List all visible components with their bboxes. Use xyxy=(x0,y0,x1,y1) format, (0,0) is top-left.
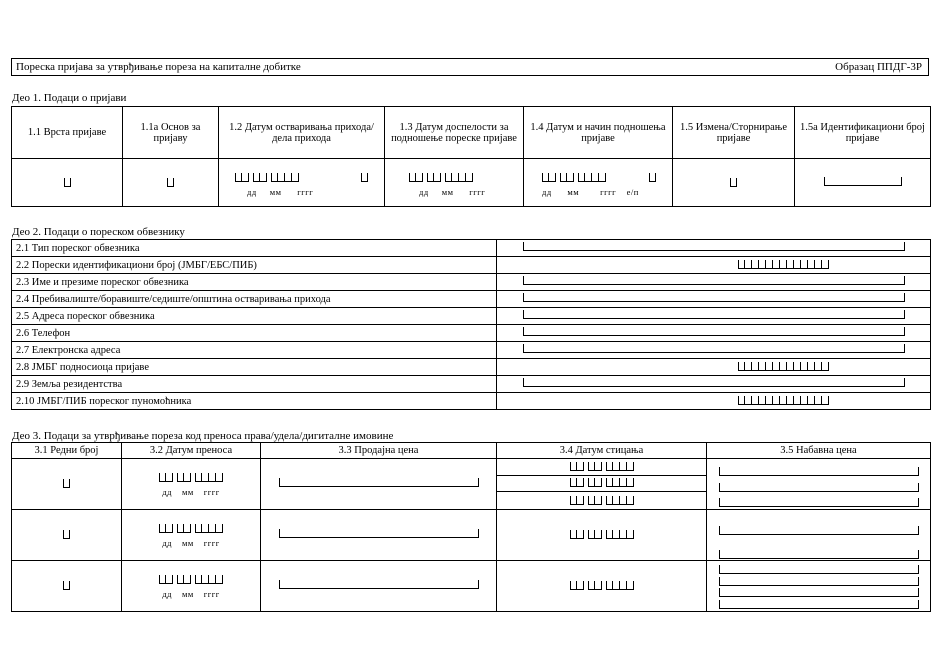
legend-mm: мм xyxy=(441,186,454,197)
legend-mm: мм xyxy=(181,486,194,497)
table-row xyxy=(12,342,931,359)
table-row xyxy=(12,325,931,342)
row-label: 2.9 Земља резидентства xyxy=(12,376,497,393)
transfer-date-field[interactable] xyxy=(122,459,261,510)
col-3-3: 3.3 Продајна цена xyxy=(261,443,497,459)
purchase-price-field[interactable] xyxy=(707,509,931,560)
table-row xyxy=(12,291,931,308)
ordinal-field[interactable] xyxy=(12,509,122,560)
row-label: 2.4 Пребивалиште/боравиште/седиште/општина остваривања прихода xyxy=(12,291,497,308)
part1-heading: Део 1. Подаци о пријави xyxy=(12,92,127,104)
table-row xyxy=(12,509,931,560)
report-type-field[interactable] xyxy=(12,159,123,207)
legend-dd: дд xyxy=(162,486,172,497)
table-row xyxy=(12,240,931,257)
table-row xyxy=(12,459,931,510)
table-row xyxy=(12,560,931,611)
col-1-2: 1.2 Датум остваривања прихода/дела прихода xyxy=(219,107,385,159)
legend-mm: мм xyxy=(181,537,194,548)
submission-date-field[interactable] xyxy=(524,159,673,207)
form-title: Пореска пријава за утврђивање пореза на капиталне добитке xyxy=(16,61,301,73)
ordinal-field[interactable] xyxy=(12,560,122,611)
row-label: 2.6 Телефон xyxy=(12,325,497,342)
transfer-date-field[interactable] xyxy=(122,509,261,560)
acquisition-date-field[interactable] xyxy=(497,509,707,560)
col-1-1a: 1.1а Основ за пријаву xyxy=(123,107,219,159)
col-3-2: 3.2 Датум преноса xyxy=(122,443,261,459)
col-1-4: 1.4 Датум и начин подношења пријаве xyxy=(524,107,673,159)
acquisition-date-field[interactable] xyxy=(497,560,707,611)
row-field[interactable] xyxy=(497,325,931,342)
row-field[interactable] xyxy=(497,240,931,257)
legend-dd: дд xyxy=(419,186,429,197)
col-1-1: 1.1 Врста пријаве xyxy=(12,107,123,159)
col-3-4: 3.4 Датум стицања xyxy=(497,443,707,459)
purchase-price-field[interactable] xyxy=(707,560,931,611)
table-row xyxy=(12,257,931,274)
report-id-field[interactable] xyxy=(795,159,931,207)
table-row xyxy=(12,274,931,291)
row-field[interactable] xyxy=(497,342,931,359)
row-label: 2.1 Тип пореског обвезника xyxy=(12,240,497,257)
col-1-3: 1.3 Датум доспелости за подношење пореске пријаве xyxy=(385,107,524,159)
legend-dd: дд xyxy=(162,588,172,599)
income-date-field[interactable] xyxy=(219,159,385,207)
row-label: 2.10 ЈМБГ/ПИБ пореског пуномоћника xyxy=(12,393,497,410)
transfer-date-field[interactable] xyxy=(122,560,261,611)
row-field[interactable] xyxy=(497,308,931,325)
part2-table xyxy=(11,239,931,410)
amendment-field[interactable] xyxy=(673,159,795,207)
acquisition-date-field[interactable] xyxy=(497,459,707,510)
row-label: 2.8 ЈМБГ подносиоца пријаве xyxy=(12,359,497,376)
form-code: Образац ППДГ-3Р xyxy=(835,61,922,73)
table-row xyxy=(12,393,931,410)
row-label: 2.3 Име и презиме пореског обвезника xyxy=(12,274,497,291)
legend-yyyy: гггг xyxy=(297,186,314,197)
legend-yyyy: гггг xyxy=(203,537,220,548)
col-1-5a: 1.5а Идентификациони број пријаве xyxy=(795,107,931,159)
legend-yyyy: гггг xyxy=(203,588,220,599)
part3-heading: Део 3. Подаци за утврђивање пореза код преноса права/удела/дигиталне имовине xyxy=(12,430,394,442)
row-field[interactable] xyxy=(497,274,931,291)
sale-price-field[interactable] xyxy=(261,509,497,560)
row-label: 2.2 Порески идентификациони број (ЈМБГ/ЕБС/ПИБ) xyxy=(12,257,497,274)
col-3-5: 3.5 Набавна цена xyxy=(707,443,931,459)
purchase-price-field[interactable] xyxy=(707,459,931,510)
legend-mm: мм xyxy=(269,186,282,197)
legend-mm: мм xyxy=(567,186,580,197)
due-date-field[interactable] xyxy=(385,159,524,207)
legend-dd: дд xyxy=(542,186,552,197)
legend-yyyy: гггг xyxy=(600,186,617,197)
table-row xyxy=(12,359,931,376)
table-row xyxy=(12,376,931,393)
part2-heading: Део 2. Подаци о пореском обвезнику xyxy=(12,226,185,238)
report-basis-field[interactable] xyxy=(123,159,219,207)
legend-yyyy: гггг xyxy=(469,186,486,197)
legend-dd: дд xyxy=(162,537,172,548)
legend-dd: дд xyxy=(247,186,257,197)
row-field[interactable] xyxy=(497,376,931,393)
row-field[interactable] xyxy=(497,359,931,376)
row-label: 2.5 Адреса пореског обвезника xyxy=(12,308,497,325)
sale-price-field[interactable] xyxy=(261,560,497,611)
sale-price-field[interactable] xyxy=(261,459,497,510)
row-field[interactable] xyxy=(497,257,931,274)
part3-table xyxy=(11,442,931,612)
col-1-5: 1.5 Измена/Сторнирање пријаве xyxy=(673,107,795,159)
form-title-bar xyxy=(11,58,929,76)
legend-mm: мм xyxy=(181,588,194,599)
ordinal-field[interactable] xyxy=(12,459,122,510)
row-field[interactable] xyxy=(497,291,931,308)
table-row xyxy=(12,308,931,325)
row-field[interactable] xyxy=(497,393,931,410)
col-3-1: 3.1 Редни број xyxy=(12,443,122,459)
legend-yyyy: гггг xyxy=(203,486,220,497)
part1-table xyxy=(11,106,931,207)
legend-ep: е/п xyxy=(626,186,639,197)
row-label: 2.7 Електронска адреса xyxy=(12,342,497,359)
